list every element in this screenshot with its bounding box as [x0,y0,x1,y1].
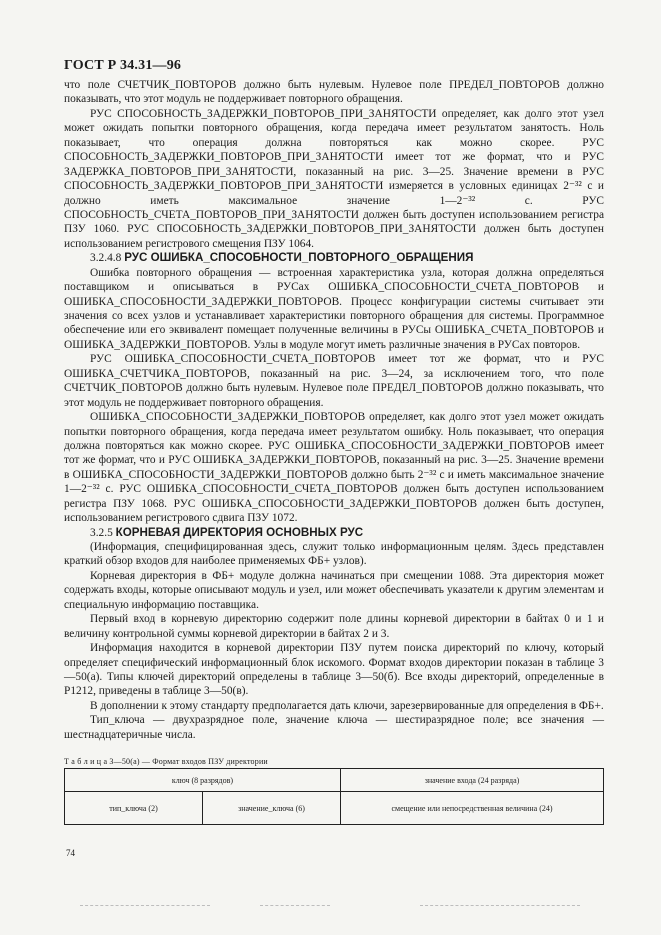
table-cell-key-value: значение_ключа (6) [203,792,341,825]
paragraph: ОШИБКА_СПОСОБНОСТИ_ЗАДЕРЖКИ_ПОВТОРОВ определяет, как долго этот узел может ожидать попытки повторного обращения, когда передача имеет результатом ошибку. Ноль показывает, что операция должна повторяться как можно скорее. РУС ОШИБКА_СПОСОБНОСТИ_ЗАДЕРЖКИ_ПОВТОРОВ имеет тот же формат, что и РУС ОШИБКА_ЗАДЕРЖКИ_ПОВТОРОВ, показанный на рис. 3—25. Значение времени в ОШИБКА_СПОСОБНОСТИ_ЗАДЕРЖКИ_ПОВТОРОВ должно быть 2⁻³² с и иметь максимальное значение 1—2⁻³² с. РУС ОШИБКА_СПОСОБНОСТИ_СЧЕТА_ПОВТОРОВ должен быть доступен использованием регистра ПЗУ 1068. РУС ОШИБКА_СПОСОБНОСТИ_ЗАДЕРЖКИ_ПОВТОРОВ должен быть доступен, использованием регистрового сдвига ПЗУ 1072. [64,411,604,525]
paragraph: Ошибка повторного обращения — встроенная характеристика узла, которая должна определяться поставщиком и описываться в РУСах ОШИБКА_СПОСОБНОСТИ_СЧЕТА_ПОВТОРОВ и ОШИБКА_СПОСОБНОСТИ_ЗАДЕРЖКИ_ПОВТОРОВ. Процесс конфигурации системы считывает эти значения со всех узлов и устанавливает характеристики повторного обращения для системы. Программное обеспечение или его эквивалент помещает полученные величины в РУСы ОШИБКА_СЧЕТА_ПОВТОРОВ и ОШИБКА_ЗАДЕРЖКИ_ПОВТОРОВ. Узлы в модуле могут иметь различные значения в РУСах повторов. [64,266,604,351]
paragraph: (Информация, специфицированная здесь, служит только информационным целям. Здесь представлен краткий обзор входов для наиболее применяемых ФБ+ узлов). [64,541,604,568]
paragraph: В дополнении к этому стандарту предполагается дать ключи, зарезервированные для определения в ФБ+. [90,699,604,712]
paragraph: Тип_ключа — двухразрядное поле, значение ключа — шестиразрядное поле; все значения — шестнадцатеричные числа. [64,714,604,741]
section-title: РУС ОШИБКА_СПОСОБНОСТИ_ПОВТОРНОГО_ОБРАЩЕНИЯ [124,251,474,265]
paragraph: что поле СЧЕТЧИК_ПОВТОРОВ должно быть нулевым. Нулевое поле ПРЕДЕЛ_ПОВТОРОВ должно показывать, что этот модуль не поддерживает повторного обращения. [64,79,604,106]
paragraph: Информация находится в корневой директории ПЗУ путем поиска директорий по ключу, который определяет специфический информационный блок искомого. Формат входов директории показан в таблице 3—50(а). Типы ключей директорий определены в таблице 3—50(б). Все входы директорий, определенные в Р1212, приведены в таблице 3—50(в). [64,642,604,698]
paragraph: Корневая директория в ФБ+ модуле должна начинаться при смещении 1088. Эта директория может содержать входы, которые описывают модуль и узел, или может обеспечивать указатели к другим элементам и специальную информацию поставщика. [64,569,604,611]
page-number: 74 [66,848,75,858]
table-header-value: значение входа (24 разряда) [341,769,604,792]
scan-artifact-line [80,905,210,906]
section-heading [64,526,604,540]
paragraph: РУС ОШИБКА_СПОСОБНОСТИ_СЧЕТА_ПОВТОРОВ имеет тот же формат, что и РУС ОШИБКА_СЧЕТЧИКА_ПОВТОРОВ, показанный на рис. 3—24, за исключением того, что поле СЧЕТЧИК_ПОВТОРОВ должно быть нулевым. Нулевое поле ПРЕДЕЛ_ПОВТОРОВ должно показывать, что этот модуль не поддерживает повторного обращения. [64,353,604,409]
section-heading [64,251,604,265]
paragraph: РУС СПОСОБНОСТЬ_ЗАДЕРЖКИ_ПОВТОРОВ_ПРИ_ЗАНЯТОСТИ определяет, как долго этот узел может ожидать попытки повторного обращения, когда передача имеет результатом занятость. Ноль показывает, что операция должна повторяться как можно скорее. РУС СПОСОБНОСТЬ_ЗАДЕРЖКИ_ПОВТОРОВ_ПРИ_ЗАНЯТОСТИ имеет тот же формат, что и РУС ЗАДЕРЖКА_ПОВТОРОВ_ПРИ_ЗАНЯТОСТИ, показанный на рис. 3—25. Значение времени в РУС СПОСОБНОСТЬ_ЗАДЕРЖКИ_ПОВТОРОВ_ПРИ_ЗАНЯТОСТИ измеряется в условных единицах 2⁻³² с и должно иметь максимальное значение 1—2⁻³² с. РУС СПОСОБНОСТЬ_СЧЕТА_ПОВТОРОВ_ПРИ_ЗАНЯТОСТИ должен быть доступен использованием регистра ПЗУ 1060. РУС СПОСОБНОСТЬ_ЗАДЕРЖКИ_ПОВТОРОВ_ПРИ_ЗАНЯТОСТИ должен быть доступен использованием регистрового смещения ПЗУ 1064. [64,107,604,250]
scan-artifact-line [420,905,580,906]
section-number: 3.2.4.8 [90,252,122,265]
section-number: 3.2.5 [90,526,113,539]
table-header-key: ключ (8 разрядов) [65,769,341,792]
scan-artifact-line [260,905,330,906]
table-cell-key-type: тип_ключа (2) [65,792,203,825]
section-title: КОРНЕВАЯ ДИРЕКТОРИЯ ОСНОВНЫХ РУС [115,525,364,539]
table-caption: Т а б л и ц а 3—50(а) — Формат входов ПЗУ директории [64,757,268,766]
document-header: ГОСТ Р 34.31—96 [64,58,182,73]
rom-directory-format-table [64,768,604,825]
paragraph: Первый вход в корневую директорию содержит поле длины корневой директории в байтах 0 и 1 и величину контрольной суммы корневой директории в байтах 2 и 3. [64,613,604,640]
table-cell-entry-value: смещение или непосредственная величина (24) [341,792,604,825]
body-text [64,78,604,742]
